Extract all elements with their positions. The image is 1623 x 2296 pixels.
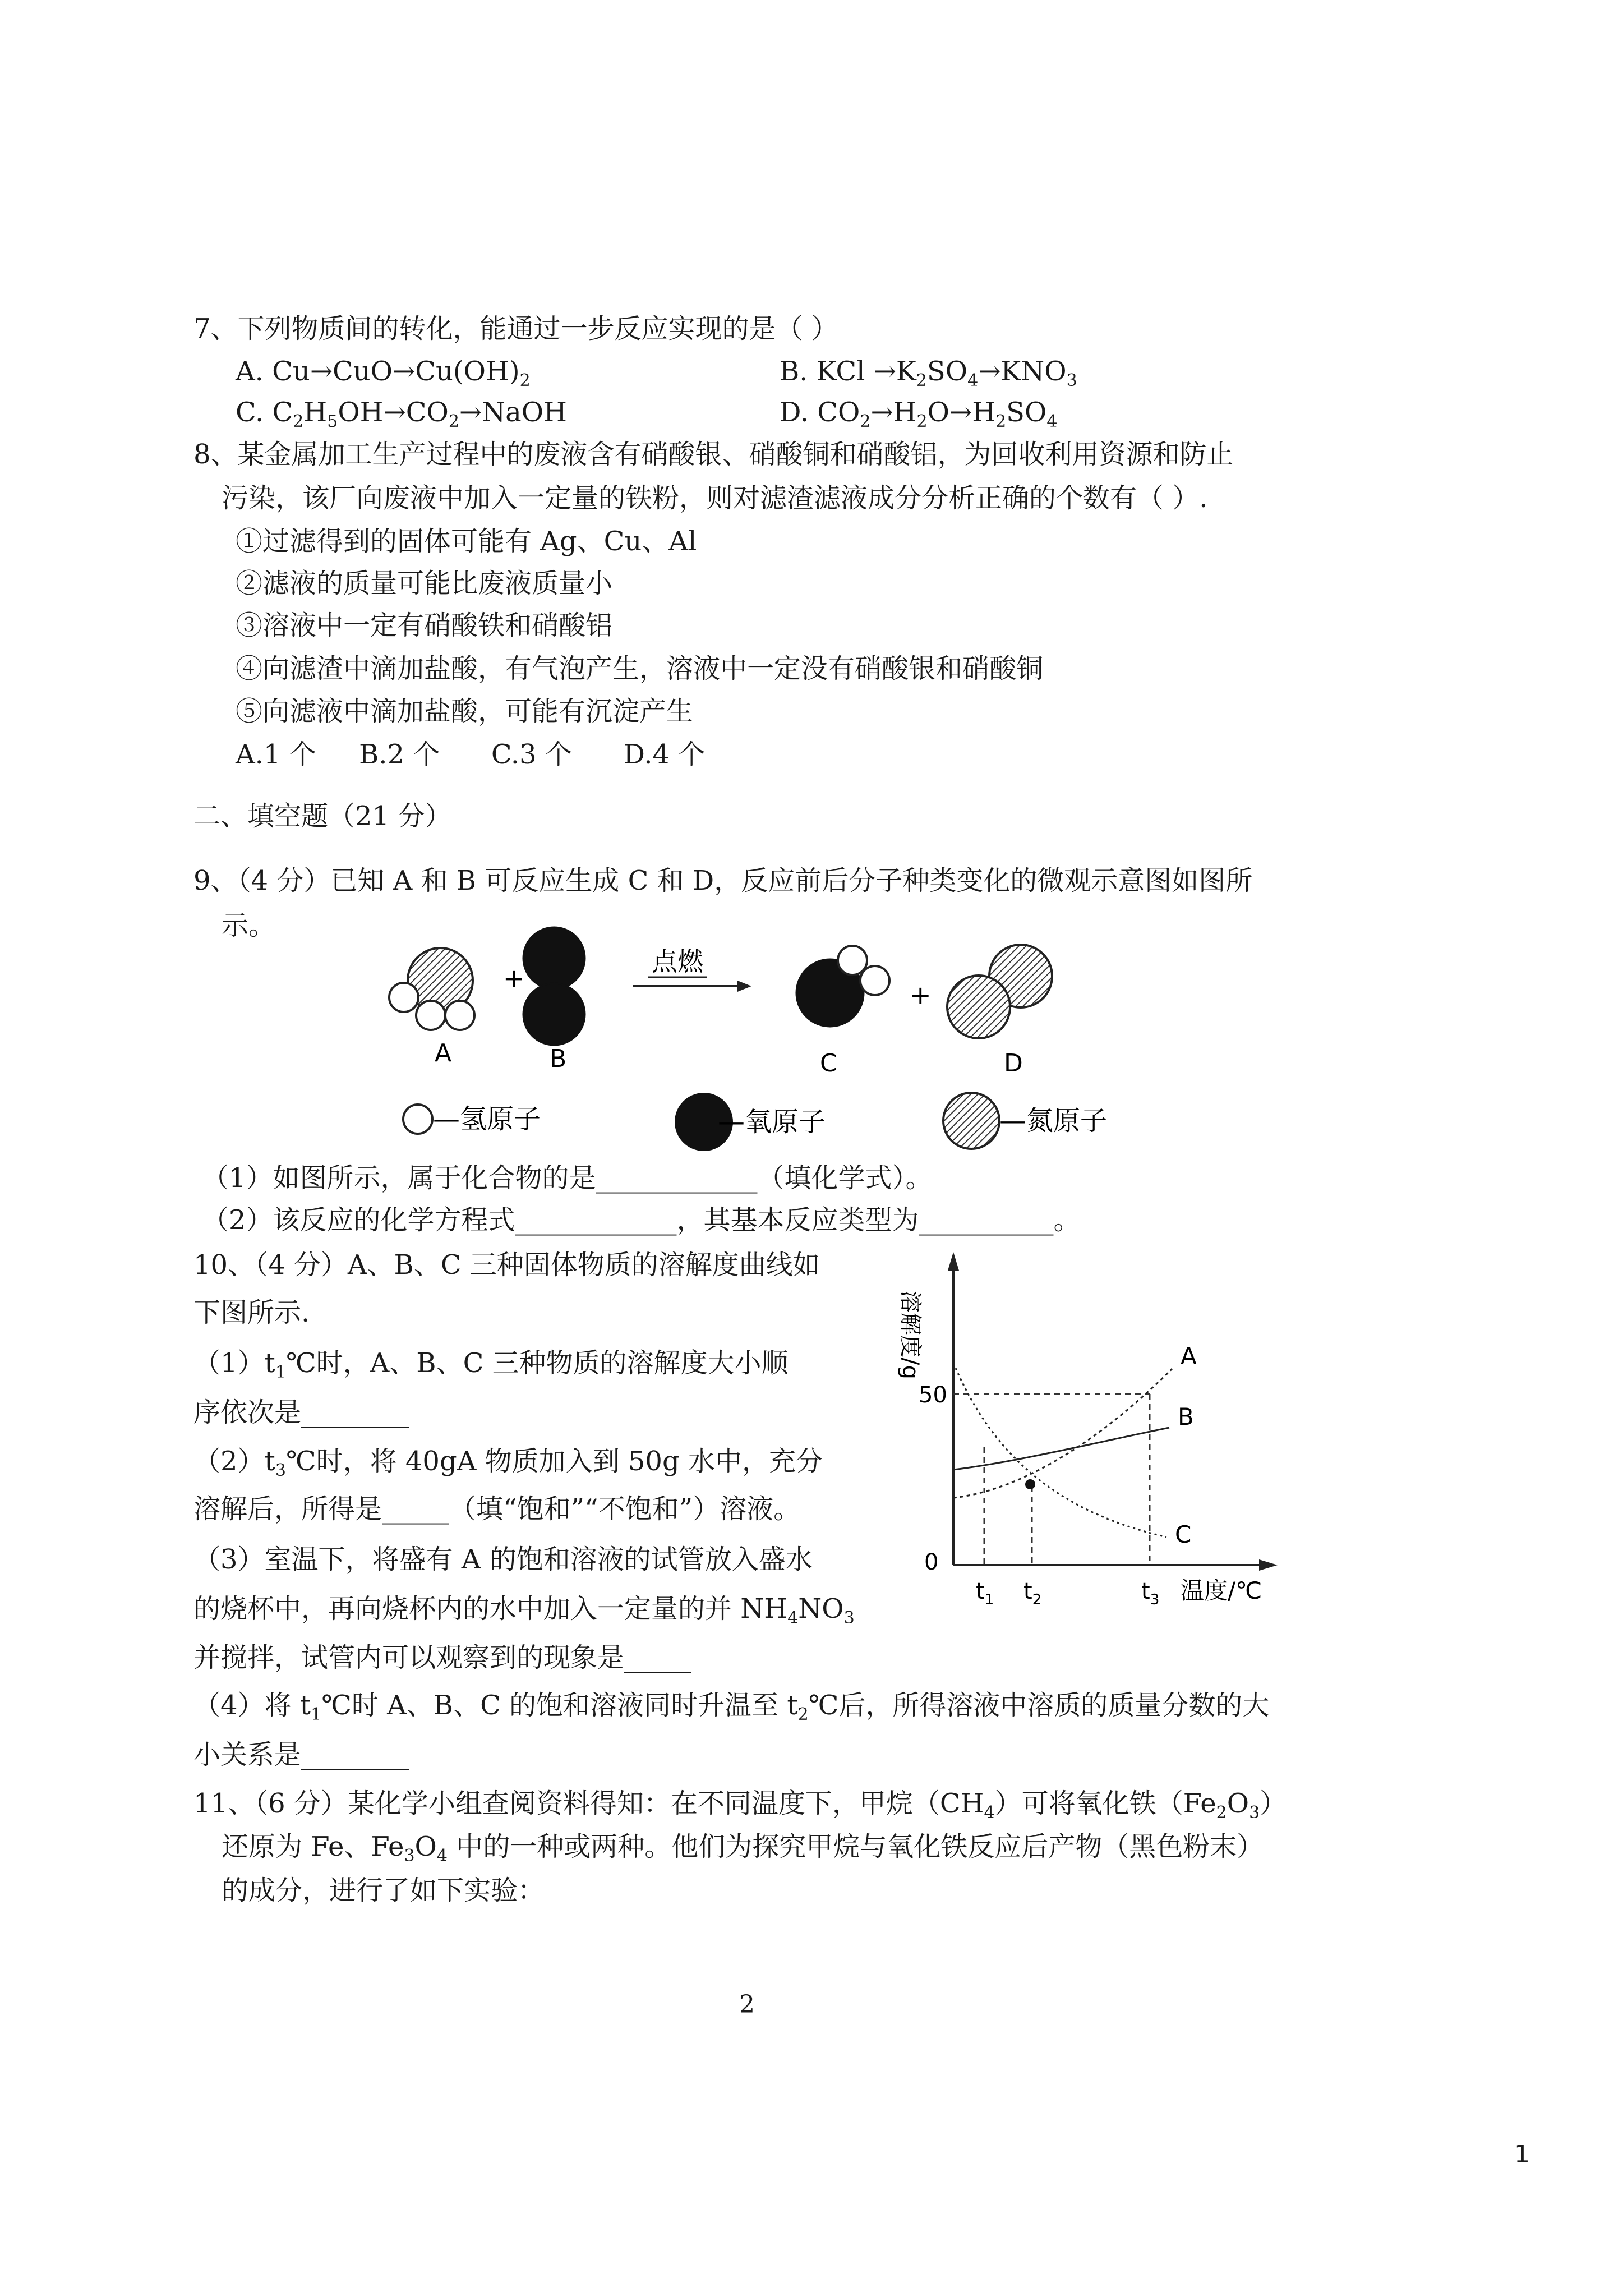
- molecule-c: [796, 946, 889, 1027]
- q10-line6: 溶解后，所得是_____（填“饱和”“不饱和”）溶液。: [193, 1493, 801, 1525]
- q11-line2: 还原为 Fe、$Fe_3O_4$ 中的一种或两种。他们为探究甲烷与氧化铁反应后产物（黑色粉末）: [222, 1831, 1264, 1866]
- molecule-a: [389, 948, 474, 1030]
- corner-page-number: 1: [1514, 2140, 1530, 2169]
- plus-1: +: [503, 963, 525, 993]
- q11-line3: 的成分，进行了如下实验：: [222, 1875, 545, 1906]
- series-label-a: A: [1181, 1342, 1197, 1370]
- series-label-c: C: [1175, 1521, 1192, 1548]
- legend-hydrogen: [403, 1103, 541, 1135]
- q7-option-b: B. KCl $\to K_2SO_4\to KNO_3$: [780, 356, 1077, 390]
- q8-line2: 污染，该厂向废液中加入一定量的铁粉，则对滤渣滤液成分分析正确的个数有（ ）.: [222, 482, 1208, 514]
- q8-statement-4: ④向滤渣中滴加盐酸，有气泡产生，溶液中一定没有硝酸银和硝酸铜: [236, 653, 1044, 684]
- origin-label: 0: [924, 1549, 939, 1575]
- q10-line8: 的烧杯中，再向烧杯内的水中加入一定量的并 $NH_4NO_3$: [193, 1593, 855, 1628]
- q10-line4: 序依次是________: [193, 1397, 409, 1428]
- intersection-point: [1025, 1479, 1035, 1489]
- legend-nitrogen: [943, 1093, 1107, 1149]
- q10-line3: $(1)t_1℃$时，A、B、C 三种物质的溶解度大小顺: [193, 1347, 789, 1382]
- molecule-d: [947, 945, 1052, 1038]
- q10-line2: 下图所示.: [193, 1297, 310, 1328]
- legend-oxygen: [675, 1093, 826, 1151]
- q11-line1: 11、（6 分）某化学小组查阅资料得知：在不同温度下，甲烷$(CH_4)$可将氧化铁$(Fe_2O_3)$: [193, 1788, 1287, 1823]
- label-d: D: [1004, 1049, 1023, 1078]
- page-number: 2: [739, 1990, 755, 2019]
- arrowhead-icon: [737, 981, 751, 992]
- q10-line9: 并搅拌，试管内可以观察到的现象是_____: [193, 1642, 692, 1673]
- q7-option-d: D. $CO_2\to H_2O\to H_2SO_4$: [780, 397, 1058, 431]
- molecule-diagram: [365, 914, 1150, 1156]
- svg-text:—氮原子: —氮原子: [999, 1105, 1108, 1137]
- y-axis-label: 溶解度/g: [897, 1290, 923, 1379]
- q8-line1: 8、某金属加工生产过程中的废液含有硝酸银、硝酸铜和硝酸铝，为回收利用资源和防止: [193, 439, 1234, 470]
- q9-line2: 示。: [222, 910, 276, 941]
- q9-line1: 9、（4 分）已知 A 和 B 可反应生成 C 和 D，反应前后分子种类变化的微观示意图如图所: [193, 865, 1253, 896]
- q9-sub2: （2）该反应的化学方程式____________，其基本反应类型为__________。: [202, 1204, 1081, 1236]
- q8-statement-2: ②滤液的质量可能比废液质量小: [236, 568, 613, 599]
- q10-line5: $(2)t_3℃$时，将 40gA 物质加入到 50g 水中，充分: [193, 1446, 823, 1480]
- section-title: 二、填空题（21 分）: [193, 800, 452, 832]
- curve-b: [953, 1428, 1169, 1470]
- q10-line7: （3）室温下，将盛有 A 的饱和溶液的试管放入盛水: [193, 1544, 813, 1575]
- y-tick-50: 50: [919, 1382, 947, 1408]
- series-label-b: B: [1178, 1403, 1194, 1430]
- q8-statement-1: ①过滤得到的固体可能有 Ag、Cu、Al: [236, 526, 697, 557]
- x-tick-t1: $t_1$: [976, 1579, 994, 1608]
- q7-option-a: A. $Cu\to CuO\to Cu(OH)_2$: [236, 356, 531, 390]
- label-a: A: [435, 1039, 452, 1068]
- svg-text:—氧原子: —氧原子: [718, 1106, 826, 1138]
- x-tick-t3: $t_3$: [1141, 1579, 1160, 1608]
- q8-options: A.1 个 B.2 个 C.3 个 D.4 个: [236, 739, 706, 770]
- svg-text:—氢原子: —氢原子: [433, 1103, 541, 1135]
- plus-2: +: [910, 980, 932, 1010]
- x-tick-t2: $t_2$: [1023, 1579, 1042, 1608]
- q7-option-c: C. $C_2H_5OH\to CO_2\to NaOH$: [236, 397, 567, 431]
- q10-line1: 10、（4 分）A、B、C 三种固体物质的溶解度曲线如: [193, 1249, 820, 1281]
- q8-statement-3: ③溶液中一定有硝酸铁和硝酸铝: [236, 610, 613, 641]
- reaction-condition: 点燃: [652, 946, 703, 977]
- q10-line10: （4）将 $t_1℃$时 A、B、C 的饱和溶液同时升温至 $t_2℃$后，所得溶液中溶质的质量分数的大: [193, 1690, 1270, 1724]
- molecule-b: [523, 927, 585, 1045]
- label-c: C: [820, 1049, 837, 1078]
- x-axis-arrow-icon: [1259, 1559, 1278, 1571]
- q10-line11: 小关系是________: [193, 1739, 409, 1770]
- q8-statement-5: ⑤向滤液中滴加盐酸，可能有沉淀产生: [236, 696, 694, 727]
- y-axis-arrow-icon: [948, 1252, 959, 1271]
- q9-sub1: （1）如图所示，属于化合物的是____________（填化学式）。: [202, 1162, 933, 1194]
- label-b: B: [550, 1045, 567, 1073]
- solubility-chart: [875, 1240, 1301, 1621]
- x-axis-label: 温度/℃: [1181, 1577, 1262, 1604]
- q7-stem: 7、下列物质间的转化，能通过一步反应实现的是（ ）: [193, 313, 838, 344]
